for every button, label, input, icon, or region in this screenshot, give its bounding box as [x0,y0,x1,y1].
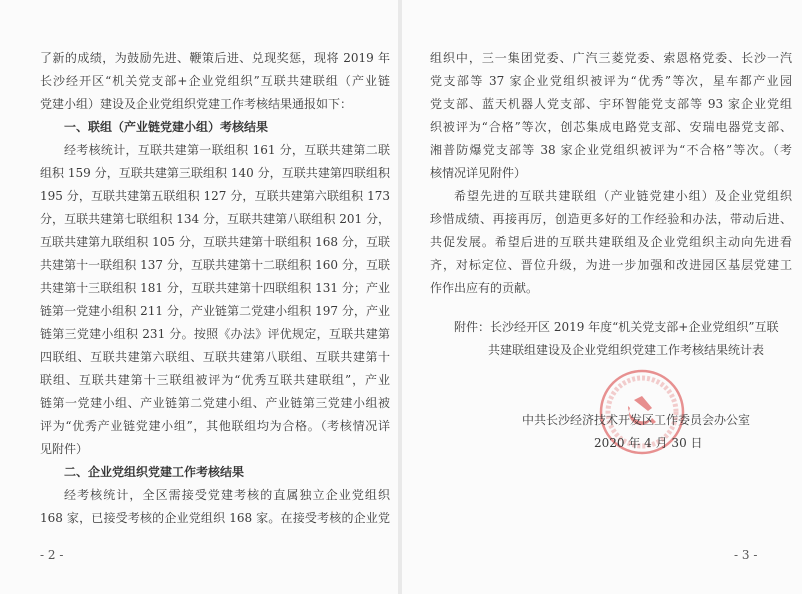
text-line: 共促发展。希望后进的互联共建联组及企业党组织主动向先进看 [430,235,792,249]
signature-org: 中共长沙经济技术开发区工作委员会办公室 [522,413,751,427]
text-line: 了新的成绩，为鼓励先进、鞭策后进、兑现奖惩，现将 2019 年 [40,51,390,65]
page-2 [0,0,398,594]
text-line: 作作出应有的贡献。 [430,281,539,295]
text-line: 链第三党建小组积 231 分。按照《办法》评优规定，互联共建第 [40,327,390,341]
text-line: 链第一党建小组积 211 分，产业链第二党建小组积 197 分，产业 [40,304,390,318]
attachment-line-2: 共建联组建设及企业党组织党建工作考核结果统计表 [488,343,765,357]
text-line: 湘普防爆党支部等 38 家企业党组织被评为“不合格”等次。（考 [430,143,792,157]
text-line: 见附件） [40,442,89,456]
page-3 [402,0,802,594]
signature-date: 2020 年 4 月 30 日 [594,436,703,450]
text-line: 党支部等 37 家企业党组织被评为“优秀”等次，星车都产业园 [430,74,792,88]
text-line: 组织中，三一集团党委、广汽三菱党委、索恩格党委、长沙一汽 [430,51,792,65]
text-line: 链第一党建小组、产业链第二党建小组、产业链第三党建小组被 [40,396,390,410]
text-line: 经考核统计，互联共建第一联组积 161 分，互联共建第二联 [64,143,390,157]
text-line: 195 分，互联共建第五联组积 127 分，互联共建第六联组积 173 [40,189,390,203]
text-line: 齐，对标定位、晋位升级，为进一步加强和改进园区基层党建工 [430,258,792,272]
text-line: 168 家，已接受考核的企业党组织 168 家。在接受考核的企业党 [40,511,390,525]
text-line: 经考核统计，全区需接受党建考核的直属独立企业党组织 [64,488,390,502]
text-line: 希望先进的互联共建联组（产业链党建小组）及企业党组织 [454,189,792,203]
section-heading: 二、企业党组织党建工作考核结果 [64,465,245,479]
text-line: 共建第十三联组积 181 分，互联共建第十四联组积 131 分；产业 [40,281,390,295]
text-line: 联组、互联共建第十三联组被评为“优秀互联共建联组”，产业 [40,373,390,387]
page-number: - 3 - [734,548,758,562]
text-line: 共建第十一联组积 137 分，互联共建第十二联组积 160 分，互联 [40,258,390,272]
text-line: 织被评为“合格”等次，创芯集成电路党支部、安瑞电器党支部、 [430,120,792,134]
text-line: 四联组、互联共建第六联组、互联共建第八联组、互联共建第十 [40,350,390,364]
text-line: 分，互联共建第七联组积 134 分，互联共建第八联组积 201 分， [40,212,390,226]
text-line: 组积 159 分，互联共建第三联组积 140 分，互联共建第四联组积 [40,166,390,180]
text-line: 长沙经开区“机关党支部+企业党组织”互联共建联组（产业链 [40,74,390,88]
text-line: 核情况详见附件） [430,166,527,180]
page-number: - 2 - [40,548,64,562]
attachment-line-1: 附件：长沙经开区 2019 年度“机关党支部+企业党组织”互联 [454,320,779,334]
text-line: 评为“优秀产业链党建小组”，其他联组均为合格。（考核情况详 [40,419,390,433]
text-line: 党建小组）建设及企业党组织党建工作考核结果通报如下： [40,97,353,111]
section-heading: 一、联组（产业链党建小组）考核结果 [64,120,269,134]
text-line: 党支部、蓝天机器人党支部、宇环智能党支部等 93 家企业党组 [430,97,792,111]
text-line: 互联共建第九联组积 105 分，互联共建第十联组积 168 分，互联 [40,235,390,249]
text-line: 珍惜成绩、再接再厉，创造更多好的工作经验和办法，带动后进、 [430,212,792,226]
